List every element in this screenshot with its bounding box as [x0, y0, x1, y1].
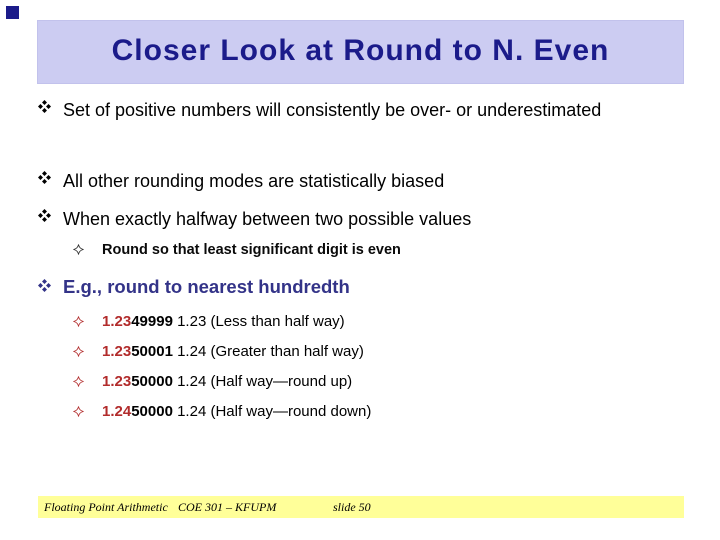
example-note: 1.24 (Greater than half way) — [172, 343, 364, 360]
bold-digits: 50000 — [131, 403, 173, 420]
diamond-cluster-bullet-icon — [38, 279, 51, 292]
corner-decoration — [6, 6, 19, 19]
footer-course-label: Floating Point Arithmetic — [44, 500, 168, 514]
bullet-row — [38, 167, 444, 196]
page-title: Closer Look at Round to N. Even — [111, 34, 610, 67]
footer-course-code: COE 301 – KFUPM — [178, 500, 277, 514]
sub-bullet-text: Round so that least significant digit is even — [102, 242, 401, 258]
diamond-cluster-bullet-icon — [38, 100, 51, 113]
footer-bar — [38, 496, 684, 518]
bullet-text: Set of positive numbers will consistently be over- or underestimated — [63, 100, 602, 120]
highlight-digits: 1.24 — [102, 403, 132, 420]
highlight-digits: 1.23 — [102, 313, 132, 330]
example-row — [73, 402, 371, 422]
bold-digits: 49999 — [131, 313, 173, 330]
example-note: 1.23 (Less than half way) — [172, 313, 345, 330]
title-bar — [37, 20, 684, 84]
example-text — [102, 342, 364, 362]
example-row — [73, 342, 364, 362]
bullet-text: All other rounding modes are statistically biased — [63, 171, 445, 191]
example-row — [73, 372, 352, 392]
open-four-point-star-icon — [73, 346, 84, 357]
bold-digits: 50000 — [131, 373, 173, 390]
example-text — [102, 372, 352, 392]
bullet-text: E.g., round to nearest hundredth — [63, 276, 350, 297]
highlight-digits: 1.23 — [102, 373, 132, 390]
bullet-row — [38, 96, 623, 125]
open-four-point-star-icon — [73, 406, 84, 417]
open-four-point-star-icon — [73, 376, 84, 387]
example-note: 1.24 (Half way—round down) — [172, 403, 372, 420]
slide-number: slide 50 — [333, 500, 371, 514]
example-row — [73, 312, 345, 332]
diamond-cluster-bullet-icon — [38, 171, 51, 184]
diamond-cluster-bullet-icon — [38, 209, 51, 222]
bold-digits: 50001 — [131, 343, 173, 360]
open-four-point-star-icon — [73, 244, 84, 255]
example-text — [102, 312, 345, 332]
bullet-row — [38, 205, 471, 234]
sub-bullet-row — [73, 240, 401, 260]
open-four-point-star-icon — [73, 316, 84, 327]
bullet-text: When exactly halfway between two possible values — [63, 209, 472, 229]
example-note: 1.24 (Half way—round up) — [172, 373, 353, 390]
highlight-digits: 1.23 — [102, 343, 132, 360]
example-text — [102, 402, 371, 422]
bullet-row — [38, 275, 350, 299]
